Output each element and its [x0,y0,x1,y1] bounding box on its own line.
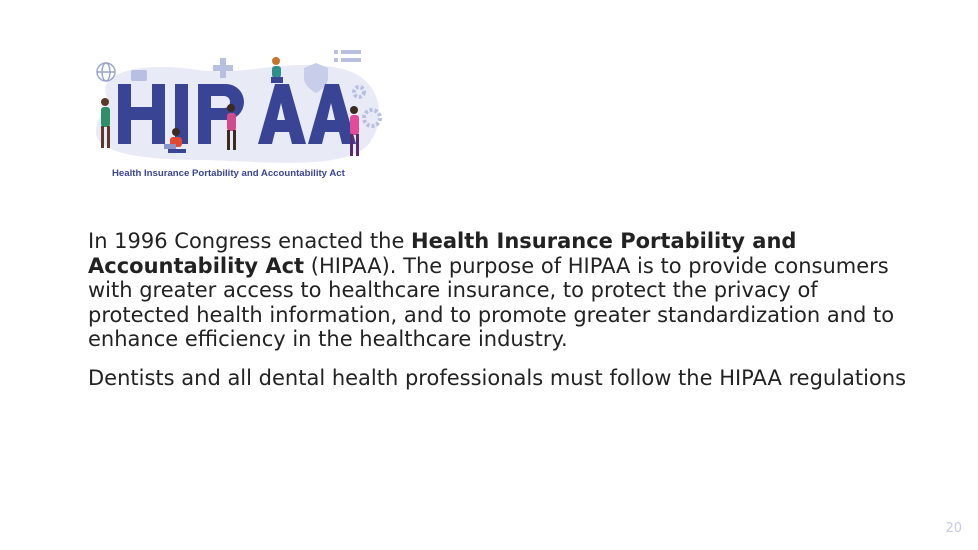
list-icon [334,50,361,62]
intro-suffix: (HIPAA). The purpose of HIPAA is to provide consumers with greater access to healthcare insurance, to protect the privacy of protected health information, and to promote greater standardization and to enhance efficiency in the healthcare industry. [88,253,895,351]
hipaa-logo [88,50,388,185]
page-number: 20 [945,521,962,536]
intro-prefix: In 1996 Congress enacted the [88,229,412,253]
chat-bubble-icon [131,70,147,81]
act-name-bold: Health Insurance Portability and Accountability Act [88,229,797,278]
paragraph-dentists-compliance: Dentists and all dental health professionals must follow the HIPAA regulations [88,365,907,390]
hipaa-logo-subtitle: Health Insurance Portability and Accountability Act [112,168,345,179]
paragraph-hipaa-intro [88,229,908,352]
globe-icon [97,63,115,81]
body-text [88,229,908,404]
